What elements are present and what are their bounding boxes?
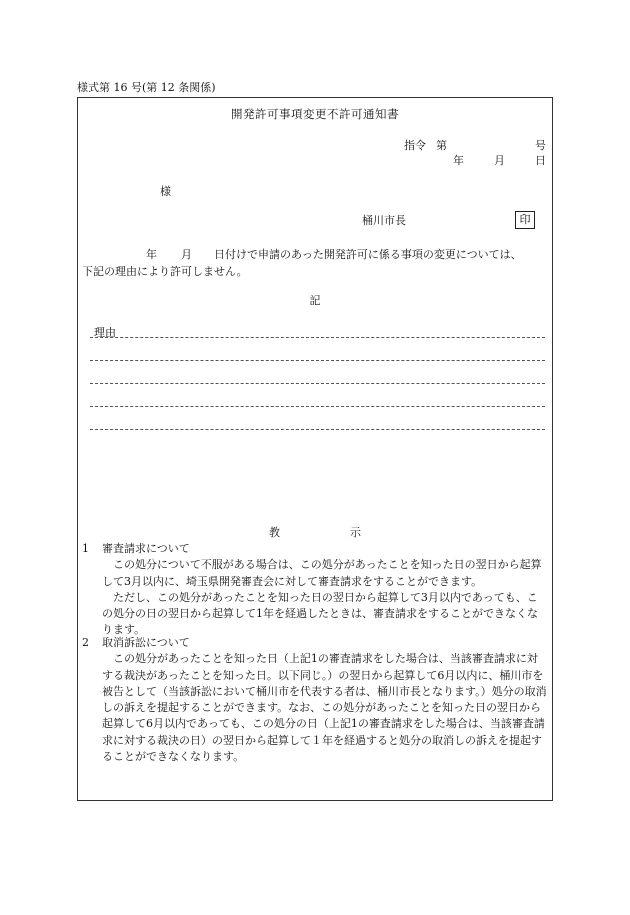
section-appeal [82,541,548,639]
doc-number-go: 号 [535,139,546,152]
section-heading [82,635,548,651]
section-paragraph: ただし、この処分があったことを知った日の翌日から起算して3月以内であっても、この処分の日の翌日から起算して1年を経過したときは、審査請求をすることができなくなります。 [102,590,538,637]
body-text-2: 下記の理由により許可しません。 [82,265,248,278]
section-lawsuit [82,635,548,765]
notice-form-frame [77,97,553,801]
reason-line [90,383,545,384]
doc-number-prefix: 指令 [404,139,426,152]
notice-body [82,246,546,280]
section-paragraph: この処分があったことを知った日（上記1の審査請求をした場合は、当該審査請求に対する裁決があったことを知った日。以下同じ。）の翌日から起算して6月以内に、桶川市を被告として（当該訴訟において桶川市を代表する者は、桶川市長となります。）処分の取消しの訴えを提起することができます。なお、この処分があったことを知った日の翌日から起算して6月以内であっても、この処分の日（上記1の審査請求をした場合は、当該審査請求に対する裁決の日）の翌日から起算して１年を経過すると処分の取消しの訴えを提起することができなくなります。 [102,652,547,764]
section-title: 審査請求について [102,542,190,555]
doc-date-year: 年 [453,154,464,167]
section-title: 取消訴訟について [102,636,190,649]
reason-line [90,429,545,430]
section-heading [82,541,548,557]
reason-line [90,337,545,338]
issuer-name: 桶川市長 [362,214,406,227]
body-text-1: 日付けで申請のあった開発許可に係る事項の変更については、 [214,248,522,261]
reason-line [90,360,545,361]
kyoji-right: 示 [350,526,361,539]
section-number: 2 [82,636,89,649]
addressee: 様 [160,185,171,198]
body-month: 月 [181,248,192,261]
document-date [453,153,546,170]
ki-heading: 記 [309,294,321,307]
reason-label: 理由 [94,326,116,339]
doc-date-day: 日 [535,154,546,167]
kyoji-left: 教 [269,526,280,539]
form-number: 様式第 16 号(第 12 条関係) [77,81,216,94]
document-title: 開発許可事項変更不許可通知書 [231,107,399,121]
section-number: 1 [82,542,89,555]
section-paragraph: この処分について不服がある場合は、この処分があったことを知った日の翌日から起算して3月以内に、埼玉県開発審査会に対して審査請求をすることができます。 [102,558,542,588]
seal-mark: 印 [515,211,535,229]
body-year: 年 [146,248,157,261]
doc-date-month: 月 [494,154,505,167]
reason-line [90,406,545,407]
doc-number-dai: 第 [436,139,447,152]
kyoji-heading [78,525,552,542]
